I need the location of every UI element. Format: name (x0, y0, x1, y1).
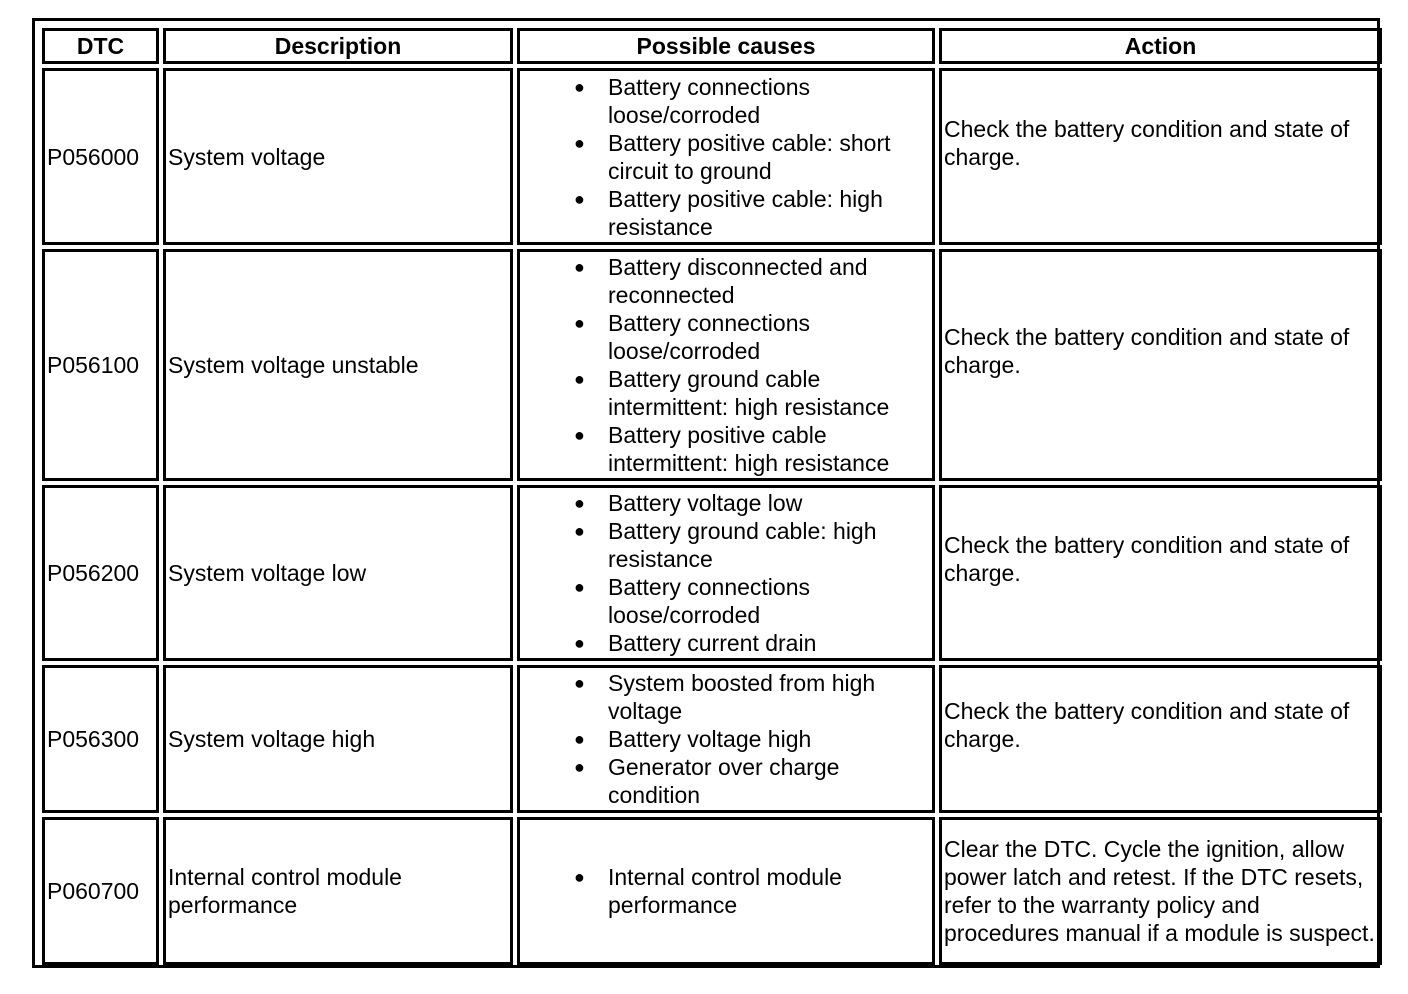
cause-item: ● Generator over charge condition (608, 753, 930, 809)
table-row (42, 817, 1382, 965)
dtc-description: System voltage high (163, 665, 513, 813)
action-text: Check the battery condition and state of charge. (944, 324, 1350, 378)
action-cell (939, 68, 1382, 245)
possible-causes-cell (517, 817, 935, 965)
action-cell (939, 249, 1382, 481)
table-row (42, 665, 1382, 813)
dtc-code: P056100 (42, 249, 159, 481)
causes-list (522, 253, 930, 477)
cause-item: ● Battery current drain (608, 629, 930, 657)
header-description: Description (163, 28, 513, 64)
cause-item: ● Battery positive cable intermittent: high resistance (608, 421, 930, 477)
dtc-table (32, 18, 1380, 968)
header-possible-causes: Possible causes (517, 28, 935, 64)
dtc-description: System voltage unstable (163, 249, 513, 481)
possible-causes-cell (517, 665, 935, 813)
header-dtc: DTC (42, 28, 159, 64)
cause-item: ● Battery ground cable intermittent: high resistance (608, 365, 930, 421)
dtc-code: P056300 (42, 665, 159, 813)
dtc-description: System voltage low (163, 485, 513, 661)
causes-list (522, 863, 930, 919)
causes-list (522, 489, 930, 657)
action-text: Clear the DTC. Cycle the ignition, allow power latch and retest. If the DTC resets, refer to the warranty policy and procedures manual if a module is suspect. (944, 836, 1375, 946)
cause-item: ● System boosted from high voltage (608, 669, 930, 725)
causes-list (522, 73, 930, 241)
dtc-description: Internal control module performance (163, 817, 513, 965)
action-text: Check the battery condition and state of charge. (944, 115, 1350, 170)
table-row (42, 485, 1382, 661)
cause-item: ● Battery voltage high (608, 725, 930, 753)
dtc-code: P060700 (42, 817, 159, 965)
cause-item: ● Battery positive cable: high resistance (608, 185, 930, 241)
action-cell (939, 485, 1382, 661)
action-text: Check the battery condition and state of charge. (944, 532, 1350, 586)
header-action: Action (939, 28, 1382, 64)
header-row (42, 28, 1382, 64)
cause-item: ● Battery connections loose/corroded (608, 573, 930, 629)
table-row (42, 68, 1382, 245)
possible-causes-cell (517, 485, 935, 661)
cause-item: ● Battery ground cable: high resistance (608, 517, 930, 573)
possible-causes-cell (517, 249, 935, 481)
cause-item: ● Battery connections loose/corroded (608, 309, 930, 365)
action-text: Check the battery condition and state of charge. (944, 698, 1350, 752)
dtc-table-grid (38, 24, 1386, 969)
possible-causes-cell (517, 68, 935, 245)
cause-item: ● Battery disconnected and reconnected (608, 253, 930, 309)
cause-item: ● Battery positive cable: short circuit to ground (608, 129, 930, 185)
action-cell (939, 817, 1382, 965)
action-cell (939, 665, 1382, 813)
causes-list (522, 669, 930, 809)
table-row (42, 249, 1382, 481)
dtc-code: P056200 (42, 485, 159, 661)
cause-item: ● Internal control module performance (608, 863, 930, 919)
dtc-code: P056000 (42, 68, 159, 245)
dtc-description: System voltage (163, 68, 513, 245)
cause-item: ● Battery connections loose/corroded (608, 73, 930, 129)
cause-item: ● Battery voltage low (608, 489, 930, 517)
